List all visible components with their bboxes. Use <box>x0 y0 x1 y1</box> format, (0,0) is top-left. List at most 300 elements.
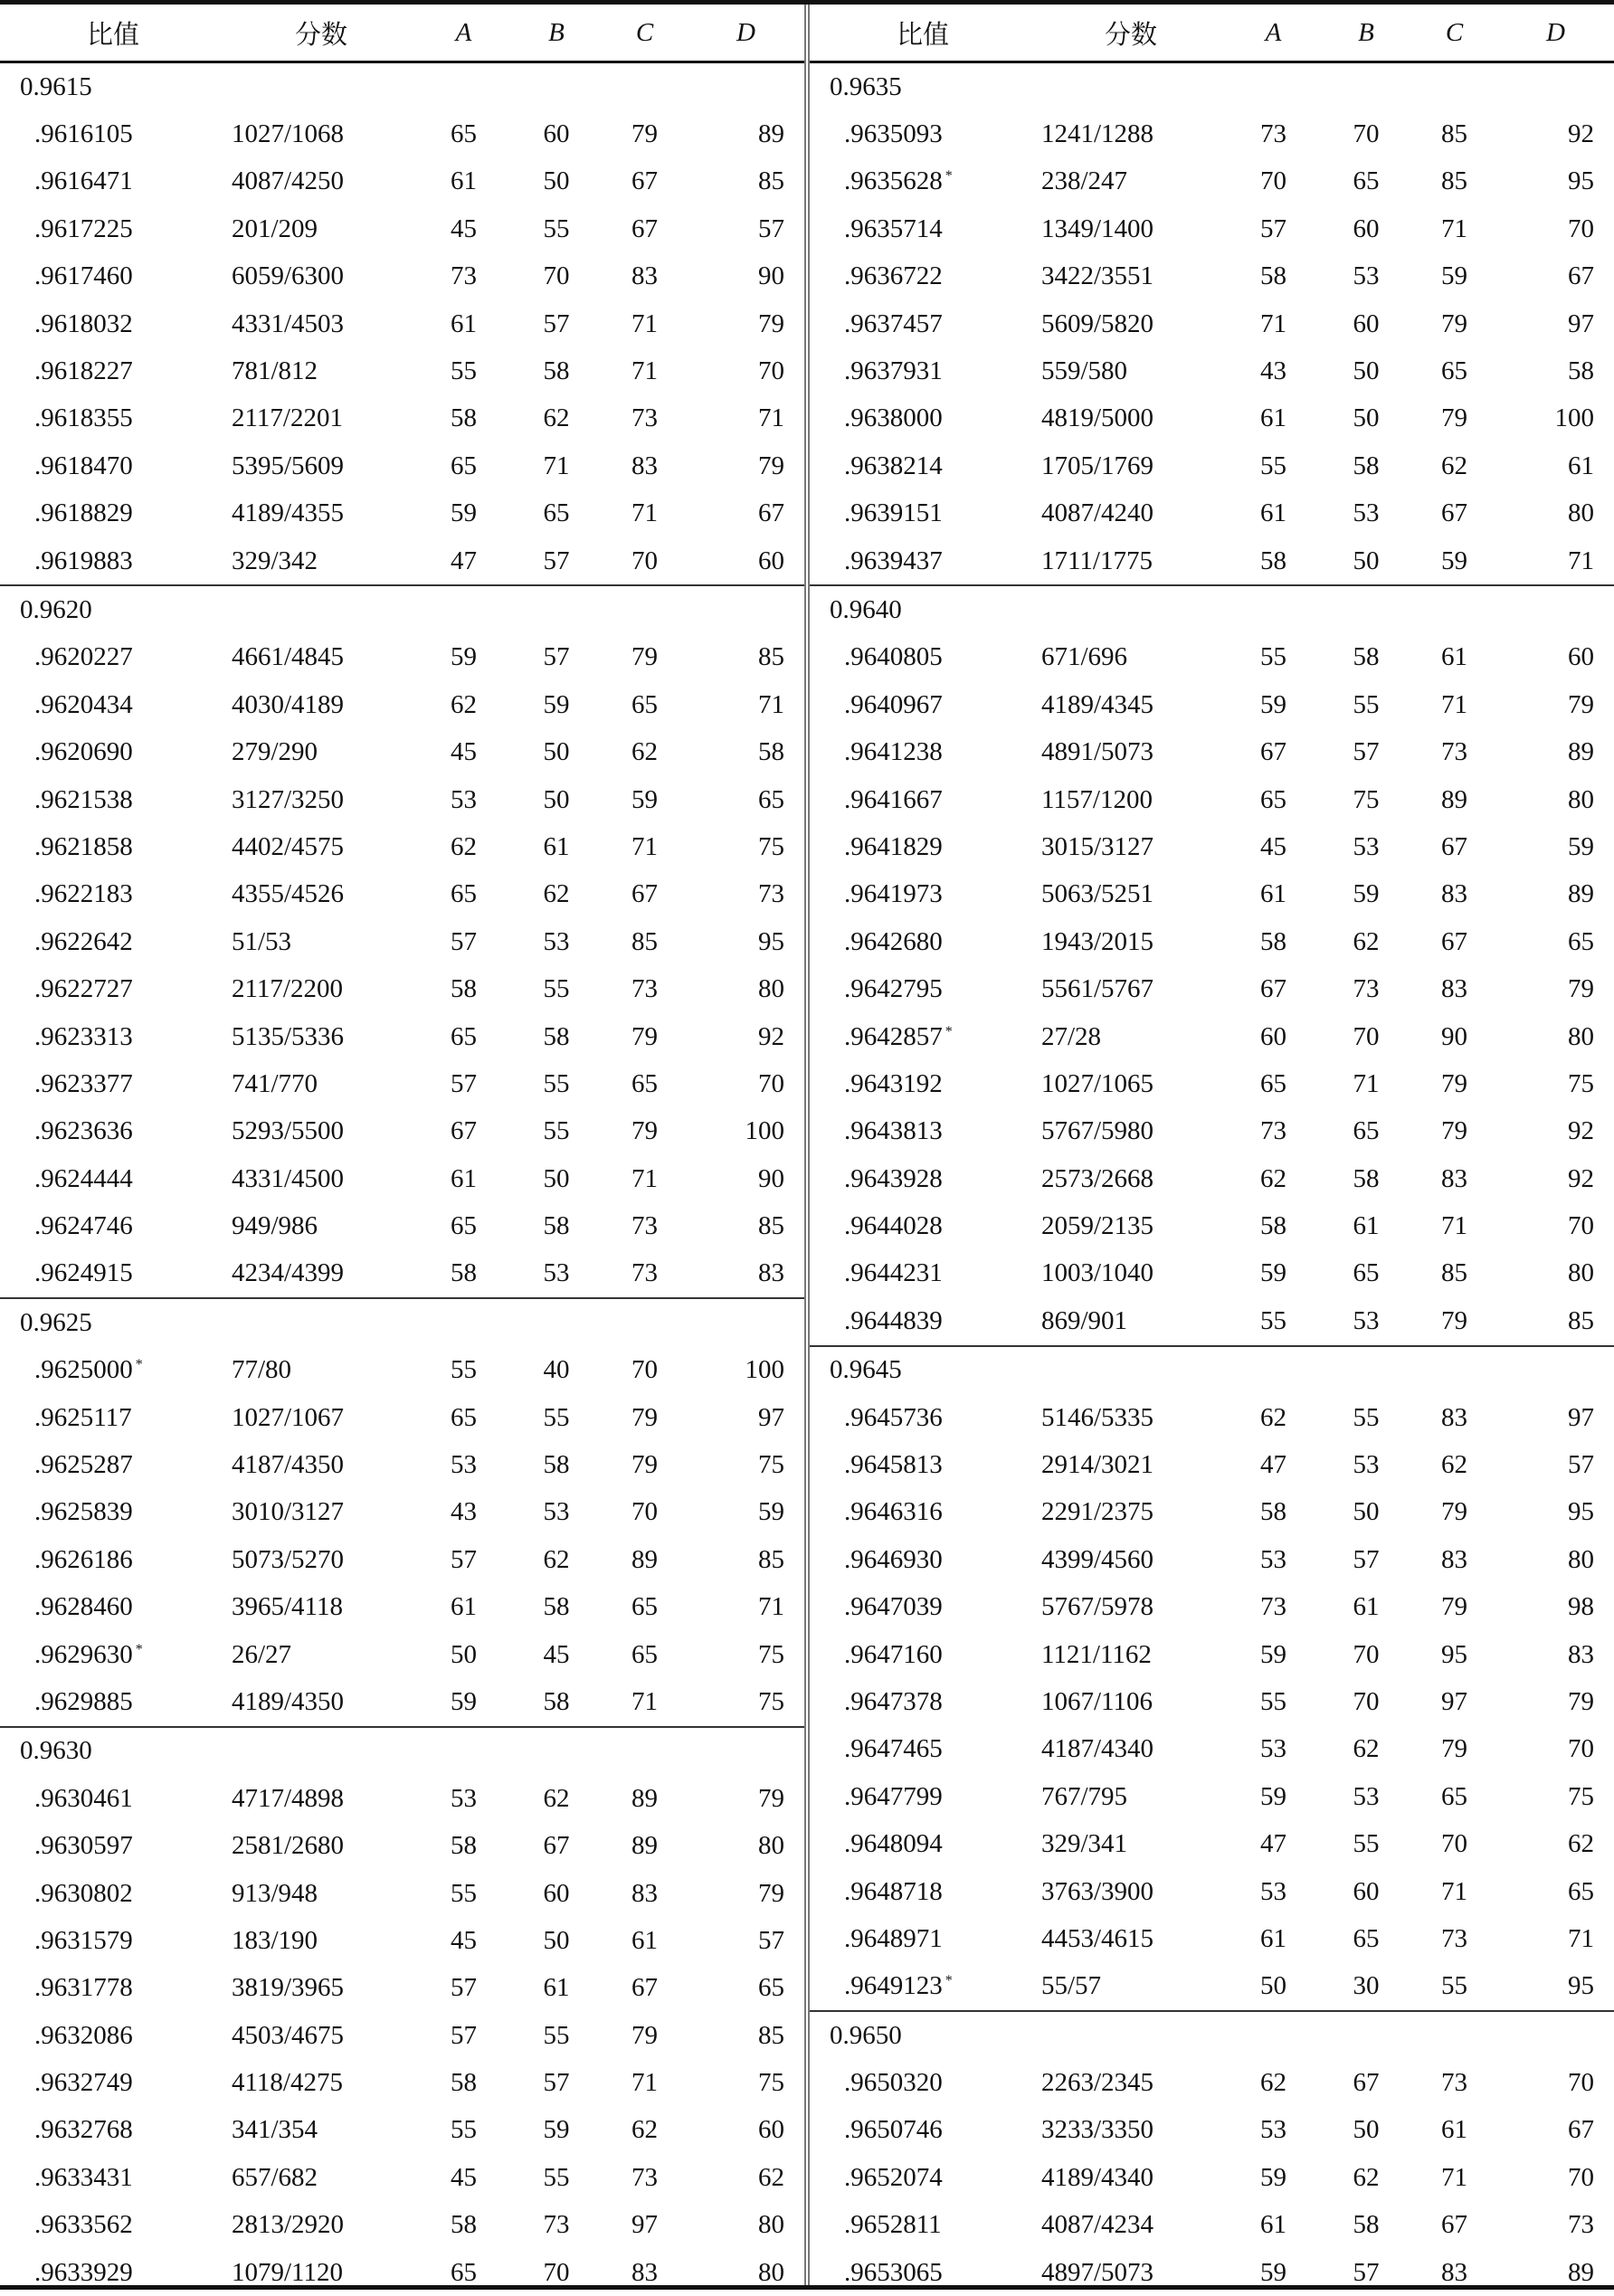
c-value: 73 <box>631 403 658 433</box>
cell-b <box>1321 1155 1411 1202</box>
cell-b <box>1321 918 1411 965</box>
cell-c <box>602 1965 688 2012</box>
d-value: 97 <box>1568 308 1594 338</box>
d-value: 70 <box>1568 2068 1594 2098</box>
c-value: 62 <box>1441 451 1467 480</box>
a-value: 47 <box>451 546 477 575</box>
cell-b <box>511 1489 602 1536</box>
cell-d <box>688 1775 804 1822</box>
a-value: 62 <box>451 689 477 719</box>
table-row <box>810 395 1614 442</box>
fraction-value: 3763/3900 <box>1041 1876 1154 1906</box>
cell-fraction <box>1036 395 1226 442</box>
d-value: 71 <box>758 403 784 433</box>
fraction-value: 26/27 <box>232 1639 292 1669</box>
fraction-value: 5146/5335 <box>1041 1402 1154 1432</box>
b-value: 70 <box>1353 119 1380 149</box>
cell-d <box>688 1347 804 1394</box>
d-value: 73 <box>1568 2210 1594 2240</box>
d-value: 95 <box>1568 1971 1594 2001</box>
a-value: 61 <box>451 308 477 338</box>
d-value: 80 <box>1568 784 1594 814</box>
b-value: 62 <box>543 1783 570 1813</box>
c-value: 65 <box>631 1068 658 1098</box>
cell-ratio <box>0 823 226 870</box>
c-value: 73 <box>631 2162 658 2192</box>
cell-ratio <box>810 1584 1036 1631</box>
header-b: B <box>1321 5 1411 62</box>
fraction-value: 201/209 <box>232 213 318 243</box>
cell-ratio <box>0 1870 226 1917</box>
b-value: 50 <box>543 1163 570 1193</box>
b-value: 61 <box>543 1973 570 2003</box>
b-value: 58 <box>543 1450 570 1480</box>
cell-b <box>1321 871 1411 918</box>
cell-a <box>1226 1868 1321 1915</box>
cell-b <box>511 1441 602 1488</box>
c-value: 65 <box>631 1639 658 1669</box>
table-row <box>0 1108 804 1155</box>
cell-fraction <box>1036 205 1226 252</box>
cell-c <box>602 2202 688 2249</box>
cell-b <box>1321 490 1411 537</box>
cell-fraction <box>1036 2154 1226 2201</box>
cell-b <box>511 1394 602 1441</box>
cell-ratio <box>0 1347 226 1394</box>
cell-c <box>1411 300 1497 347</box>
d-value: 75 <box>758 831 784 861</box>
cell-ratio <box>0 728 226 775</box>
c-value: 71 <box>1441 213 1467 243</box>
ratio-value: .9624915 <box>34 1258 133 1288</box>
c-value: 89 <box>631 1783 658 1813</box>
cell-b <box>511 1584 602 1631</box>
cell-d <box>688 1631 804 1678</box>
fraction-value: 55/57 <box>1041 1971 1102 2001</box>
cell-c <box>602 1155 688 1202</box>
b-value: 45 <box>543 1639 570 1669</box>
fraction-value: 5767/5978 <box>1041 1592 1154 1622</box>
cell-d <box>688 2107 804 2154</box>
c-value: 79 <box>1441 1734 1467 1764</box>
b-value: 59 <box>1353 879 1380 909</box>
cell-c <box>602 1584 688 1631</box>
cell-d <box>1497 1631 1614 1678</box>
a-value: 59 <box>1260 2162 1286 2192</box>
fraction-value: 869/901 <box>1041 1305 1128 1335</box>
d-value: 75 <box>758 1639 784 1669</box>
cell-fraction <box>226 2107 416 2154</box>
a-value: 59 <box>1260 1781 1286 1811</box>
cell-b <box>511 253 602 300</box>
b-value: 55 <box>543 1402 570 1432</box>
b-value: 55 <box>543 974 570 1004</box>
cell-fraction <box>226 2154 416 2201</box>
c-value: 70 <box>1441 1829 1467 1859</box>
c-value: 79 <box>1441 1497 1467 1527</box>
cell-ratio <box>810 1013 1036 1060</box>
cell-b <box>1321 1250 1411 1297</box>
fraction-value: 4331/4500 <box>232 1163 345 1193</box>
cell-c <box>602 1394 688 1441</box>
fraction-value: 4891/5073 <box>1041 737 1154 767</box>
c-value: 83 <box>631 261 658 291</box>
cell-b <box>1321 205 1411 252</box>
cell-ratio <box>810 634 1036 681</box>
table-row <box>810 1250 1614 1297</box>
d-value: 57 <box>1568 1450 1594 1480</box>
cell-fraction <box>1036 1297 1226 1345</box>
fraction-value: 3422/3551 <box>1041 261 1154 291</box>
cell-ratio <box>0 205 226 252</box>
b-value: 30 <box>1353 1971 1380 2001</box>
c-value: 97 <box>631 2210 658 2240</box>
cell-fraction <box>1036 300 1226 347</box>
cell-a <box>1226 442 1321 489</box>
c-value: 59 <box>631 784 658 814</box>
cell-ratio <box>810 2059 1036 2106</box>
d-value: 79 <box>758 308 784 338</box>
ratio-value: .9643192 <box>844 1068 943 1098</box>
cell-c <box>602 634 688 681</box>
cell-d <box>688 1394 804 1441</box>
cell-ratio <box>810 1394 1036 1441</box>
cell-c <box>1411 1631 1497 1678</box>
c-value: 61 <box>631 1925 658 1955</box>
cell-a <box>1226 2249 1321 2296</box>
d-value: 80 <box>1568 1544 1594 1574</box>
cell-a <box>1226 253 1321 300</box>
c-value: 83 <box>1441 1544 1467 1574</box>
fraction-value: 4087/4234 <box>1041 2210 1154 2240</box>
cell-d <box>1497 918 1614 965</box>
b-value: 58 <box>1353 1163 1380 1193</box>
cell-d <box>688 1250 804 1298</box>
cell-fraction <box>1036 2249 1226 2296</box>
cell-c <box>602 871 688 918</box>
table-row <box>0 537 804 585</box>
ratio-value: .9652074 <box>844 2162 943 2192</box>
cell-c <box>602 1441 688 1488</box>
cell-c <box>1411 1202 1497 1249</box>
a-value: 57 <box>451 1973 477 2003</box>
cell-b <box>1321 1584 1411 1631</box>
c-value: 97 <box>1441 1686 1467 1716</box>
c-value: 67 <box>1441 831 1467 861</box>
table-row <box>810 1536 1614 1583</box>
ratio-value: .9630802 <box>34 1878 133 1908</box>
group-label: 0.9630 <box>0 1727 804 1775</box>
cell-c <box>602 205 688 252</box>
ratio-value: .9638000 <box>844 403 943 433</box>
cell-a <box>1226 918 1321 965</box>
cell-ratio <box>0 347 226 394</box>
c-value: 71 <box>1441 689 1467 719</box>
cell-b <box>511 1822 602 1869</box>
c-value: 79 <box>631 2020 658 2050</box>
cell-b <box>511 1965 602 2012</box>
table-row <box>810 537 1614 585</box>
cell-a <box>1226 1584 1321 1631</box>
cell-b <box>511 1013 602 1060</box>
table-row <box>0 1489 804 1536</box>
d-value: 80 <box>1568 1021 1594 1051</box>
cell-ratio <box>810 253 1036 300</box>
fraction-value: 657/682 <box>232 2162 318 2192</box>
a-value: 53 <box>1260 1876 1286 1906</box>
cell-fraction <box>226 1678 416 1726</box>
ratio-value: .9620227 <box>34 642 133 672</box>
cell-a <box>416 2249 511 2296</box>
cell-a <box>1226 1631 1321 1678</box>
table-row <box>0 823 804 870</box>
fraction-value: 27/28 <box>1041 1021 1102 1051</box>
table-row <box>810 1297 1614 1345</box>
table-row <box>810 1631 1614 1678</box>
b-value: 50 <box>1353 356 1380 386</box>
ratio-value: .9647160 <box>844 1639 943 1669</box>
cell-fraction <box>226 2202 416 2249</box>
a-value: 73 <box>451 261 477 291</box>
cell-c <box>1411 1060 1497 1107</box>
cell-c <box>1411 1297 1497 1345</box>
cell-c <box>602 1678 688 1726</box>
cell-c <box>602 2107 688 2154</box>
a-value: 65 <box>1260 1068 1286 1098</box>
ratio-value: .9619883 <box>34 546 133 575</box>
cell-d <box>688 1155 804 1202</box>
d-value: 67 <box>758 498 784 528</box>
fraction-value: 2573/2668 <box>1041 1163 1154 1193</box>
cell-c <box>1411 442 1497 489</box>
c-value: 67 <box>631 1973 658 2003</box>
cell-c <box>1411 1584 1497 1631</box>
c-value: 79 <box>631 1021 658 1051</box>
cell-b <box>511 1250 602 1298</box>
cell-b <box>1321 1202 1411 1249</box>
cell-b <box>1321 442 1411 489</box>
fraction-value: 279/290 <box>232 737 318 767</box>
group-header-row <box>0 1727 804 1775</box>
c-value: 79 <box>1441 403 1467 433</box>
c-value: 85 <box>1441 166 1467 196</box>
fraction-value: 1711/1775 <box>1041 546 1153 575</box>
fraction-value: 1067/1106 <box>1041 1686 1153 1716</box>
cell-fraction <box>226 1822 416 1869</box>
d-value: 83 <box>758 1258 784 1288</box>
cell-ratio <box>0 1202 226 1249</box>
cell-fraction <box>226 1250 416 1298</box>
fraction-value: 4030/4189 <box>232 689 345 719</box>
fraction-value: 4087/4240 <box>1041 498 1154 528</box>
cell-d <box>1497 1726 1614 1773</box>
cell-c <box>602 158 688 205</box>
fraction-value: 4503/4675 <box>232 2020 345 2050</box>
cell-d <box>688 158 804 205</box>
table-row <box>0 2249 804 2296</box>
ratio-value: .9642680 <box>844 926 943 956</box>
cell-c <box>602 1013 688 1060</box>
table-row <box>0 110 804 157</box>
cell-d <box>688 634 804 681</box>
cell-c <box>602 2059 688 2106</box>
d-value: 57 <box>758 213 784 243</box>
b-value: 50 <box>543 737 570 767</box>
cell-fraction <box>226 681 416 728</box>
a-value: 58 <box>1260 1497 1286 1527</box>
cell-ratio <box>0 1108 226 1155</box>
a-value: 50 <box>1260 1971 1286 2001</box>
ratio-value: .9639151 <box>844 498 943 528</box>
fraction-value: 3015/3127 <box>1041 831 1154 861</box>
b-value: 60 <box>543 1878 570 1908</box>
b-value: 57 <box>1353 1544 1380 1574</box>
cell-ratio <box>810 871 1036 918</box>
cell-fraction <box>226 1394 416 1441</box>
d-value: 79 <box>758 451 784 480</box>
table-row <box>810 205 1614 252</box>
table-row <box>0 1584 804 1631</box>
table-row <box>0 490 804 537</box>
table-row <box>0 1822 804 1869</box>
c-value: 83 <box>1441 974 1467 1004</box>
d-value: 85 <box>758 642 784 672</box>
d-value: 75 <box>1568 1781 1594 1811</box>
a-value: 61 <box>451 1163 477 1193</box>
cell-b <box>1321 1678 1411 1725</box>
b-value: 57 <box>543 546 570 575</box>
cell-ratio <box>0 1013 226 1060</box>
cell-b <box>511 1917 602 1964</box>
b-value: 55 <box>543 2020 570 2050</box>
b-value: 61 <box>543 831 570 861</box>
cell-c <box>602 490 688 537</box>
cell-a <box>416 1394 511 1441</box>
d-value: 89 <box>1568 879 1594 909</box>
fraction-value: 767/795 <box>1041 1781 1128 1811</box>
table-row <box>810 634 1614 681</box>
cell-c <box>602 1870 688 1917</box>
cell-d <box>688 442 804 489</box>
group-header-row <box>810 62 1614 111</box>
d-value: 58 <box>758 737 784 767</box>
cell-d <box>1497 1013 1614 1060</box>
cell-fraction <box>226 918 416 965</box>
b-value: 55 <box>1353 689 1380 719</box>
cell-ratio <box>0 1489 226 1536</box>
c-value: 71 <box>1441 1876 1467 1906</box>
cell-d <box>1497 823 1614 870</box>
c-value: 71 <box>631 2068 658 2098</box>
b-value: 55 <box>543 213 570 243</box>
c-value: 59 <box>1441 261 1467 291</box>
cell-a <box>1226 2107 1321 2154</box>
table-row <box>810 158 1614 205</box>
ratio-value: .9618470 <box>34 451 133 480</box>
cell-c <box>1411 1536 1497 1583</box>
cell-d <box>1497 1297 1614 1345</box>
cell-d <box>688 1536 804 1583</box>
cell-ratio <box>810 158 1036 205</box>
cell-fraction <box>1036 1250 1226 1297</box>
cell-c <box>1411 1868 1497 1915</box>
ratio-value: .9629885 <box>34 1686 133 1716</box>
cell-ratio <box>0 918 226 965</box>
b-value: 53 <box>1353 261 1380 291</box>
cell-b <box>511 110 602 157</box>
cell-d <box>688 1441 804 1488</box>
cell-fraction <box>1036 442 1226 489</box>
c-value: 79 <box>1441 1592 1467 1622</box>
ratio-value: .9641238 <box>844 737 943 767</box>
cell-b <box>511 2012 602 2059</box>
d-value: 89 <box>758 119 784 149</box>
table-row <box>810 918 1614 965</box>
d-value: 95 <box>1568 166 1594 196</box>
fraction-value: 2059/2135 <box>1041 1211 1154 1241</box>
cell-b <box>1321 634 1411 681</box>
c-value: 83 <box>1441 2257 1467 2287</box>
b-value: 53 <box>1353 1450 1380 1480</box>
b-value: 50 <box>1353 2115 1380 2145</box>
table-row <box>0 395 804 442</box>
c-value: 71 <box>631 308 658 338</box>
header-row <box>810 5 1614 62</box>
cell-d <box>1497 2202 1614 2249</box>
cell-ratio <box>0 2249 226 2296</box>
d-value: 100 <box>745 1116 784 1146</box>
c-value: 61 <box>1441 2115 1467 2145</box>
cell-fraction <box>226 965 416 1012</box>
cell-fraction <box>1036 110 1226 157</box>
c-value: 67 <box>1441 498 1467 528</box>
fraction-value: 1943/2015 <box>1041 926 1154 956</box>
cell-b <box>511 681 602 728</box>
d-value: 97 <box>758 1402 784 1432</box>
cell-a <box>1226 1297 1321 1345</box>
c-value: 61 <box>1441 642 1467 672</box>
cell-a <box>1226 634 1321 681</box>
cell-ratio <box>0 2107 226 2154</box>
b-value: 70 <box>543 2257 570 2287</box>
cell-d <box>1497 1394 1614 1441</box>
fraction-value: 4661/4845 <box>232 642 345 672</box>
table-row <box>810 253 1614 300</box>
b-value: 71 <box>1353 1068 1380 1098</box>
ratio-value: .9644839 <box>844 1305 943 1335</box>
a-value: 53 <box>451 784 477 814</box>
ratio-value: .9644028 <box>844 1211 943 1241</box>
cell-a <box>1226 1060 1321 1107</box>
cell-d <box>1497 253 1614 300</box>
c-value: 67 <box>1441 2210 1467 2240</box>
cell-fraction <box>1036 1915 1226 1962</box>
cell-a <box>1226 300 1321 347</box>
cell-a <box>416 1060 511 1107</box>
cell-fraction <box>226 2249 416 2296</box>
d-value: 57 <box>758 1925 784 1955</box>
table-row <box>810 300 1614 347</box>
cell-a <box>1226 537 1321 585</box>
c-value: 71 <box>1441 1211 1467 1241</box>
cell-ratio <box>0 965 226 1012</box>
cell-d <box>688 2249 804 2296</box>
cell-d <box>1497 300 1614 347</box>
cell-fraction <box>1036 2059 1226 2106</box>
cell-c <box>1411 1489 1497 1536</box>
d-value: 70 <box>758 356 784 386</box>
cell-a <box>1226 1773 1321 1820</box>
